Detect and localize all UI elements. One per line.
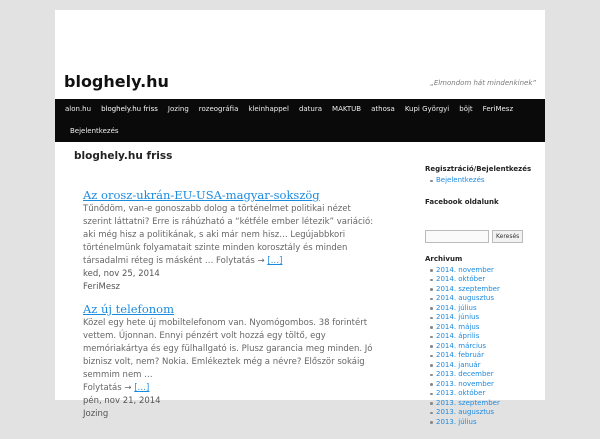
archive-link[interactable]: 2014. június xyxy=(431,313,540,323)
nav-item-b-jt[interactable]: böjt xyxy=(459,105,473,113)
read-more-prefix: Folytatás → xyxy=(83,383,132,393)
archive-link[interactable]: 2014. április xyxy=(431,332,540,342)
post-title-link[interactable]: Az orosz-ukrán-EU-USA-magyar-sokszög xyxy=(83,188,320,202)
registration-links xyxy=(425,176,540,186)
archive-list xyxy=(425,266,540,428)
archive-widget-title: Archivum xyxy=(425,254,463,263)
archive-link[interactable]: 2013. szeptember xyxy=(431,399,540,409)
archive-link[interactable]: 2014. május xyxy=(431,323,540,333)
search-form xyxy=(425,230,540,243)
nav-item-kleinhappel[interactable]: kleinhappel xyxy=(248,105,289,113)
archive-link[interactable]: 2013. október xyxy=(431,389,540,399)
nav-item-bejelentkez-s[interactable]: Bejelentkezés xyxy=(70,127,119,135)
post-title-link[interactable]: Az új telefonom xyxy=(83,302,174,316)
nav-item-maktub[interactable]: MAKTUB xyxy=(332,105,362,113)
nav-item-datura[interactable]: datura xyxy=(298,105,323,113)
nav-item-ferimesz[interactable]: FeriMesz xyxy=(482,105,514,113)
search-input[interactable] xyxy=(425,230,489,243)
page-title: bloghely.hu friss xyxy=(74,150,173,162)
main-nav xyxy=(55,99,545,142)
archive-link[interactable]: 2014. november xyxy=(431,266,540,276)
nav-menu-row2 xyxy=(60,121,124,141)
login-link[interactable]: Bejelentkezés xyxy=(431,176,540,186)
archive-link[interactable]: 2014. február xyxy=(431,351,540,361)
archive-link[interactable]: 2013. augusztus xyxy=(431,408,540,418)
archive-link[interactable]: 2013. november xyxy=(431,380,540,390)
read-more-link[interactable]: […] xyxy=(267,256,283,266)
post-date: pén, nov 21, 2014 xyxy=(83,396,161,406)
facebook-widget-title: Facebook oldalunk xyxy=(425,197,499,206)
archive-link[interactable]: 2014. március xyxy=(431,342,540,352)
main-content xyxy=(74,150,374,429)
nav-item-jozing[interactable]: Jozing xyxy=(167,105,189,113)
read-more-link[interactable]: […] xyxy=(134,383,150,393)
registration-widget-title: Regisztráció/Bejelentkezés xyxy=(425,165,532,173)
sidebar xyxy=(425,165,540,439)
post-article xyxy=(83,188,374,294)
post-author: Jozing xyxy=(83,409,109,419)
search-button[interactable]: Keresés xyxy=(492,230,523,243)
archive-link[interactable]: 2014. július xyxy=(431,304,540,314)
archive-link[interactable]: 2014. szeptember xyxy=(431,285,540,295)
post-article xyxy=(83,302,374,421)
archive-link[interactable]: 2014. augusztus xyxy=(431,294,540,304)
archive-link[interactable]: 2013. július xyxy=(431,418,540,428)
nav-item-alon-hu[interactable]: alon.hu xyxy=(65,105,92,113)
site-description: „Elmondom hát mindenkinek” xyxy=(430,79,536,87)
archive-widget xyxy=(425,255,540,428)
site-title[interactable]: bloghely.hu xyxy=(64,72,169,91)
post-excerpt: Közel egy hete új mobiltelefonom van. Nyomógombos. 38 forintért vettem. Újonnan. Ennyi pénzért volt hozzá egy töltő, egy memóriakártya és egy fülhallgató is. Plusz garancia meg minden. Jó biznisz volt, nem? Nokia. Emlékeztek még a névre? Először sokáig semmim nem … xyxy=(83,318,373,380)
post-excerpt: Tűnődöm, van-e gonoszabb dolog a történelmet politikai nézet szerint láttatni? Erre is ráhúzható a “kétféle ember létezik” variáció: aki még hisz a politikának, s aki már nem hisz… Legújabbkori történelmünk folyamatait szinte minden korosztály és minden társadalmi réteg is másként … Folytatás → xyxy=(83,204,374,266)
nav-item-rozeogr-fia[interactable]: rozeográfia xyxy=(198,105,239,113)
registration-widget xyxy=(425,165,540,186)
archive-link[interactable]: 2014. október xyxy=(431,275,540,285)
archive-link[interactable]: 2013. december xyxy=(431,370,540,380)
post-date: ked, nov 25, 2014 xyxy=(83,269,160,279)
nav-item-athosa[interactable]: athosa xyxy=(371,105,395,113)
page-container xyxy=(55,10,545,426)
post-author: FeriMesz xyxy=(83,282,120,292)
nav-menu xyxy=(55,99,545,119)
nav-item-kupi-gy-rgyi[interactable]: Kupi Györgyi xyxy=(404,105,450,113)
nav-item-bloghely-hu-friss[interactable]: bloghely.hu friss xyxy=(101,105,158,113)
archive-link[interactable]: 2014. január xyxy=(431,361,540,371)
